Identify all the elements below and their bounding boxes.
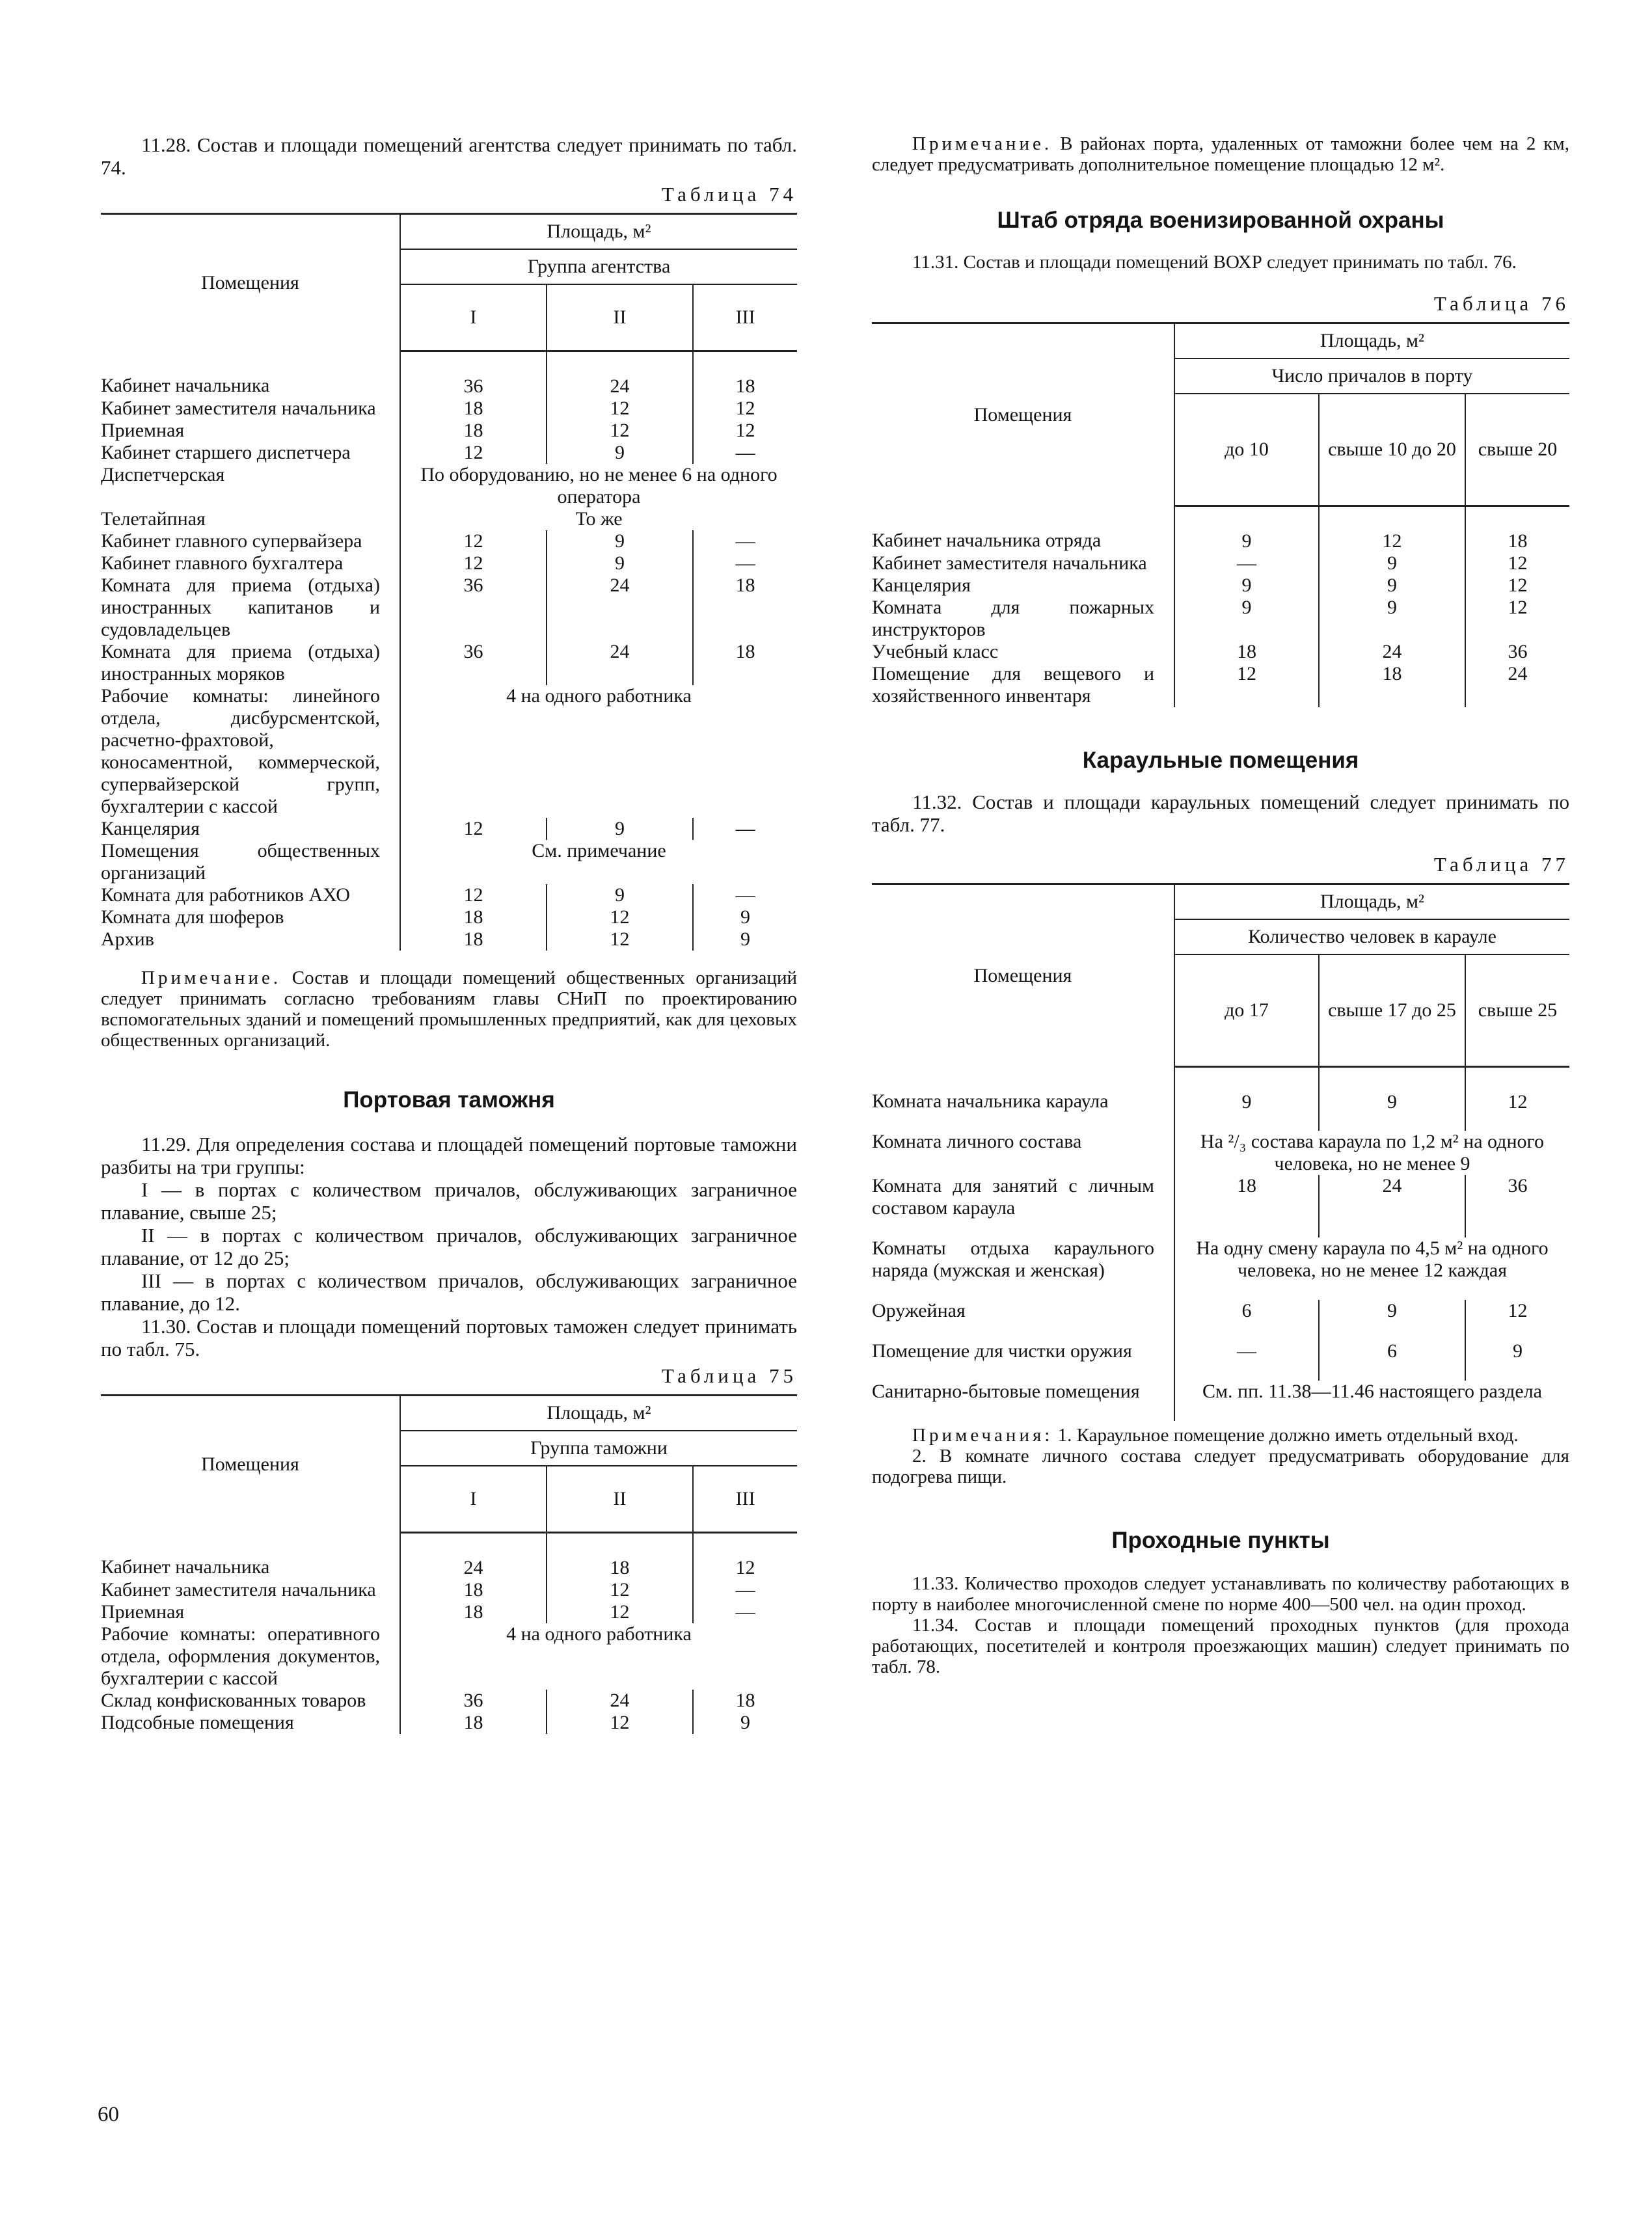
table-row — [101, 508, 797, 530]
table-77 — [872, 883, 1569, 1421]
table-row — [872, 552, 1569, 574]
area-value: 9 — [1319, 1300, 1465, 1340]
table-77-caption: Таблица 77 — [1433, 853, 1569, 876]
table-row — [101, 840, 797, 884]
table-76-header-area: Площадь, м² — [1174, 323, 1569, 359]
paragraph-11-29: 11.29. Для определения состава и площадей помещений портовые таможни разбиты на три группы: — [101, 1133, 797, 1178]
table-row — [872, 1175, 1569, 1237]
room-name: Комната начальника караула — [872, 1067, 1174, 1131]
area-value: — — [735, 884, 755, 906]
table-row — [101, 1601, 797, 1623]
area-value: 9 — [547, 884, 693, 906]
table-74-col-3: III — [693, 284, 797, 351]
room-name: Комната для работников АХО — [101, 884, 400, 906]
area-value: 9 — [740, 928, 750, 950]
section-heading-vohr: Штаб отряда военизированной охраны — [997, 208, 1444, 233]
room-name: Кабинет заместителя начальника — [872, 552, 1174, 574]
area-value: 18 — [400, 398, 547, 420]
section-heading-customs: Портовая таможня — [343, 1087, 555, 1113]
table-74-caption: Таблица 74 — [661, 183, 797, 206]
area-value: — — [735, 530, 755, 552]
table-row — [101, 574, 797, 641]
table-row — [101, 818, 797, 840]
table-77-note-2: 2. В комнате личного состава следует предусматривать оборудование для подогрева пищи. — [872, 1445, 1569, 1487]
area-value: 12 — [400, 530, 547, 552]
table-76-col-2: свыше 10 до 20 — [1319, 394, 1465, 506]
area-value: — — [735, 1601, 755, 1623]
table-76-body — [872, 506, 1569, 708]
area-value: 12 — [1508, 552, 1528, 574]
area-value: 12 — [400, 442, 547, 464]
table-row — [872, 1300, 1569, 1340]
area-value: 18 — [735, 641, 755, 662]
table-76-col-1: до 10 — [1174, 394, 1319, 506]
table-75-caption: Таблица 75 — [661, 1364, 797, 1387]
area-value: 6 — [1319, 1340, 1465, 1381]
room-name: Помещение для вещевого и хозяйственного инвентаря — [872, 663, 1174, 707]
area-value: 12 — [547, 906, 693, 928]
room-name: Кабинет главного бухгалтера — [101, 552, 400, 574]
area-value: 12 — [547, 398, 693, 420]
area-value: 18 — [735, 574, 755, 596]
table-77-col-1: до 17 — [1174, 954, 1319, 1067]
table-76-caption: Таблица 76 — [1433, 292, 1569, 315]
room-name: Комната личного состава — [872, 1131, 1174, 1175]
room-name: Кабинет начальника — [101, 351, 400, 398]
area-value: 9 — [1319, 597, 1465, 641]
area-value: 9 — [740, 906, 750, 928]
table-row — [101, 464, 797, 508]
table-74-note — [101, 967, 797, 1051]
area-value: 9 — [547, 530, 693, 552]
room-name: Канцелярия — [101, 818, 400, 840]
group-3-item: III — в портах с количеством причалов, обслуживающих заграничное плавание, до 12. — [101, 1269, 797, 1315]
room-name: Помещение для чистки оружия — [872, 1340, 1174, 1381]
table-77-col-2: свыше 17 до 25 — [1319, 954, 1465, 1067]
table-75 — [101, 1394, 797, 1734]
room-name: Телетайпная — [101, 508, 400, 530]
area-value: 9 — [1513, 1340, 1523, 1362]
note-label: Примечание. — [912, 133, 1053, 154]
spanning-value: 4 на одного работника — [506, 685, 692, 707]
table-76-header-group: Число причалов в порту — [1174, 358, 1569, 394]
room-name: Архив — [101, 928, 400, 951]
table-row — [101, 420, 797, 442]
table-row — [872, 1237, 1569, 1300]
area-value: 12 — [1508, 597, 1528, 618]
area-value: — — [735, 1579, 755, 1601]
area-value: 12 — [1174, 663, 1319, 707]
room-name: Рабочие комнаты: линейного отдела, дисбурсментской, расчетно-фрахтовой, коносаментной, коммерческой, супервайзерской групп, бухгалтерии с кассой — [101, 685, 400, 818]
note-text: Состав и площади помещений общественных организаций следует принимать согласно требованиям главы СНиП по проектированию вспомогательных зданий и помещений промышленных предприятий, как для цеховых общественных организаций. — [101, 967, 797, 1051]
area-value: 12 — [1508, 1091, 1528, 1113]
table-74 — [101, 213, 797, 951]
spanning-value: На ²/₃ состава караула по 1,2 м² на одного человека, но не менее 9 — [1200, 1130, 1545, 1174]
area-value: 24 — [547, 1690, 693, 1712]
table-row — [872, 663, 1569, 707]
area-value: 24 — [547, 641, 693, 685]
paragraph-11-34: 11.34. Состав и площади помещений проходных пунктов (для прохода работающих, посетителей и контроля проезжающих машин) следует принимать по табл. 78. — [872, 1614, 1569, 1677]
table-75-header-rooms: Помещения — [101, 1396, 400, 1533]
area-value: 12 — [400, 884, 547, 906]
area-value: 18 — [1174, 1175, 1319, 1237]
table-77-col-3: свыше 25 — [1465, 954, 1569, 1067]
table-row — [872, 574, 1569, 597]
table-75-header-group: Группа таможни — [400, 1431, 797, 1466]
table-74-header-area: Площадь, м² — [400, 214, 797, 250]
area-value: — — [1174, 1340, 1319, 1381]
area-value: 18 — [1319, 663, 1465, 707]
area-value: 12 — [547, 420, 693, 442]
paragraph-11-33: 11.33. Количество проходов следует устанавливать по количеству работающих в порту в наиболее многочисленной смене по норме 400—500 чел. на один проход. — [872, 1573, 1569, 1615]
table-74-col-2: II — [547, 284, 693, 351]
area-value: 18 — [400, 906, 547, 928]
area-value: 18 — [1508, 530, 1528, 552]
table-row — [872, 1067, 1569, 1131]
area-value: 36 — [400, 574, 547, 641]
table-row — [872, 506, 1569, 553]
area-value: 18 — [547, 1533, 693, 1580]
table-row — [101, 530, 797, 552]
note-label: Примечание. — [141, 967, 282, 988]
table-74-col-1: I — [400, 284, 547, 351]
table-76-header-rooms: Помещения — [872, 323, 1174, 506]
table-row — [101, 398, 797, 420]
note-text: В районах порта, удаленных от таможни более чем на 2 км, следует предусматривать дополнительное помещение площадью 12 м². — [872, 133, 1569, 175]
table-74-body — [101, 351, 797, 951]
room-name: Комната для занятий с личным составом караула — [872, 1175, 1174, 1237]
area-value: 9 — [1174, 597, 1319, 641]
table-76 — [872, 322, 1569, 707]
area-value: 12 — [735, 398, 755, 419]
area-value: 18 — [400, 928, 547, 951]
table-row — [101, 1712, 797, 1734]
area-value: 18 — [400, 1601, 547, 1623]
area-value: 12 — [1508, 574, 1528, 596]
room-name: Склад конфискованных товаров — [101, 1690, 400, 1712]
area-value: — — [735, 818, 755, 839]
room-name: Помещения общественных организаций — [101, 840, 400, 884]
room-name: Приемная — [101, 1601, 400, 1623]
spanning-value: На одну смену караула по 4,5 м² на одного человека, но не менее 12 каждая — [1196, 1237, 1549, 1281]
room-name: Кабинет заместителя начальника — [101, 398, 400, 420]
room-name: Кабинет начальника отряда — [872, 506, 1174, 553]
left-column — [101, 133, 797, 1734]
area-value: 12 — [735, 1557, 755, 1578]
room-name: Учебный класс — [872, 641, 1174, 663]
table-row — [101, 351, 797, 398]
spanning-value: 4 на одного работника — [506, 1623, 692, 1645]
table-76-col-3: свыше 20 — [1465, 394, 1569, 506]
table-74-header-rooms: Помещения — [101, 214, 400, 351]
spanning-value: См. пп. 11.38—11.46 настоящего раздела — [1202, 1380, 1542, 1402]
area-value: 12 — [547, 1712, 693, 1734]
area-value: 9 — [1174, 574, 1319, 597]
area-value: 36 — [1508, 1174, 1528, 1196]
area-value: 12 — [1319, 506, 1465, 553]
paragraph-11-31: 11.31. Состав и площади помещений ВОХР следует принимать по табл. 76. — [912, 252, 1517, 273]
area-value: 24 — [547, 351, 693, 398]
section-heading-guard: Караульные помещения — [1082, 748, 1359, 773]
spanning-value: См. примечание — [532, 840, 666, 861]
area-value: 9 — [1174, 506, 1319, 553]
paragraph-11-30: 11.30. Состав и площади помещений портовых таможен следует принимать по табл. 75. — [101, 1315, 797, 1360]
area-value: 9 — [1174, 1067, 1319, 1131]
area-value: 12 — [735, 420, 755, 441]
room-name: Приемная — [101, 420, 400, 442]
table-row — [101, 1579, 797, 1601]
right-column — [872, 133, 1569, 1677]
room-name: Канцелярия — [872, 574, 1174, 597]
table-row — [101, 928, 797, 951]
area-value: 18 — [735, 1690, 755, 1711]
area-value: 9 — [547, 442, 693, 464]
page-number: 60 — [98, 2103, 119, 2126]
area-value: 36 — [400, 351, 547, 398]
area-value: 24 — [1508, 663, 1528, 684]
group-2-item: II — в портах с количеством причалов, обслуживающих заграничное плавание, от 12 до 25; — [101, 1224, 797, 1269]
room-name: Кабинет начальника — [101, 1533, 400, 1580]
table-75-body — [101, 1533, 797, 1735]
area-value: 36 — [400, 1690, 547, 1712]
area-value: 9 — [1319, 1067, 1465, 1131]
area-value: 9 — [547, 818, 693, 840]
table-row — [101, 906, 797, 928]
room-name: Диспетчерская — [101, 464, 400, 508]
table-row — [101, 1690, 797, 1712]
room-name: Подсобные помещения — [101, 1712, 400, 1734]
spanning-value: По оборудованию, но не менее 6 на одного оператора — [420, 464, 778, 507]
area-value: 9 — [740, 1712, 750, 1733]
area-value: 12 — [400, 552, 547, 574]
table-row — [101, 442, 797, 464]
area-value: 12 — [547, 1601, 693, 1623]
table-77-note-1 — [872, 1425, 1569, 1446]
room-name: Рабочие комнаты: оперативного отдела, оформления документов, бухгалтерии с кассой — [101, 1623, 400, 1690]
customs-note — [872, 133, 1569, 175]
area-value: 9 — [1319, 552, 1465, 574]
room-name: Оружейная — [872, 1300, 1174, 1340]
area-value: 24 — [1319, 1175, 1465, 1237]
room-name: Кабинет старшего диспетчера — [101, 442, 400, 464]
area-value: 24 — [400, 1533, 547, 1580]
area-value: 18 — [400, 420, 547, 442]
table-row — [101, 884, 797, 906]
room-name: Кабинет главного супервайзера — [101, 530, 400, 552]
room-name: Комната для шоферов — [101, 906, 400, 928]
table-row — [872, 1381, 1569, 1421]
area-value: 24 — [1319, 641, 1465, 663]
table-75-header-area: Площадь, м² — [400, 1396, 797, 1431]
area-value: 12 — [400, 818, 547, 840]
section-heading-pass: Проходные пункты — [1111, 1527, 1330, 1553]
spanning-value: То же — [575, 508, 623, 530]
area-value: 36 — [400, 641, 547, 685]
area-value: 12 — [547, 928, 693, 951]
area-value: 6 — [1174, 1300, 1319, 1340]
table-row — [872, 1340, 1569, 1381]
area-value: 9 — [547, 552, 693, 574]
group-1-item: I — в портах с количеством причалов, обслуживающих заграничное плавание, свыше 25; — [101, 1178, 797, 1224]
table-77-header-group: Количество человек в карауле — [1174, 919, 1569, 954]
area-value: 24 — [547, 574, 693, 641]
room-name: Комната для пожарных инструкторов — [872, 597, 1174, 641]
area-value: 18 — [735, 375, 755, 397]
table-row — [872, 641, 1569, 663]
room-name: Комната для приема (отдыха) иностранных капитанов и судовладельцев — [101, 574, 400, 641]
room-name: Санитарно-бытовые помещения — [872, 1381, 1174, 1421]
table-75-col-1: I — [400, 1466, 547, 1533]
area-value: — — [735, 442, 755, 463]
area-value: 36 — [1508, 641, 1528, 662]
table-row — [101, 685, 797, 818]
table-row — [872, 597, 1569, 641]
note-label: Примечания: — [912, 1424, 1053, 1446]
paragraph-11-32: 11.32. Состав и площади караульных помещений следует принимать по табл. 77. — [872, 790, 1569, 836]
area-value: 12 — [547, 1579, 693, 1601]
table-77-header-rooms: Помещения — [872, 884, 1174, 1067]
table-77-body — [872, 1067, 1569, 1421]
room-name: Кабинет заместителя начальника — [101, 1579, 400, 1601]
area-value: — — [735, 552, 755, 574]
area-value: — — [1174, 552, 1319, 574]
note-text: 1. Караульное помещение должно иметь отдельный вход. — [1053, 1424, 1519, 1446]
table-row — [101, 552, 797, 574]
table-77-header-area: Площадь, м² — [1174, 884, 1569, 920]
paragraph-11-28: 11.28. Состав и площади помещений агентства следует принимать по табл. 74. — [101, 133, 797, 179]
table-row — [872, 1131, 1569, 1175]
room-name: Комнаты отдыха караульного наряда (мужская и женская) — [872, 1237, 1174, 1300]
table-row — [101, 1533, 797, 1580]
table-75-col-2: II — [547, 1466, 693, 1533]
table-row — [101, 641, 797, 685]
area-value: 18 — [1174, 641, 1319, 663]
area-value: 12 — [1508, 1299, 1528, 1321]
area-value: 9 — [1319, 574, 1465, 597]
table-75-col-3: III — [693, 1466, 797, 1533]
area-value: 18 — [400, 1579, 547, 1601]
area-value: 18 — [400, 1712, 547, 1734]
table-row — [101, 1623, 797, 1690]
room-name: Комната для приема (отдыха) иностранных моряков — [101, 641, 400, 685]
table-74-header-group: Группа агентства — [400, 249, 797, 284]
